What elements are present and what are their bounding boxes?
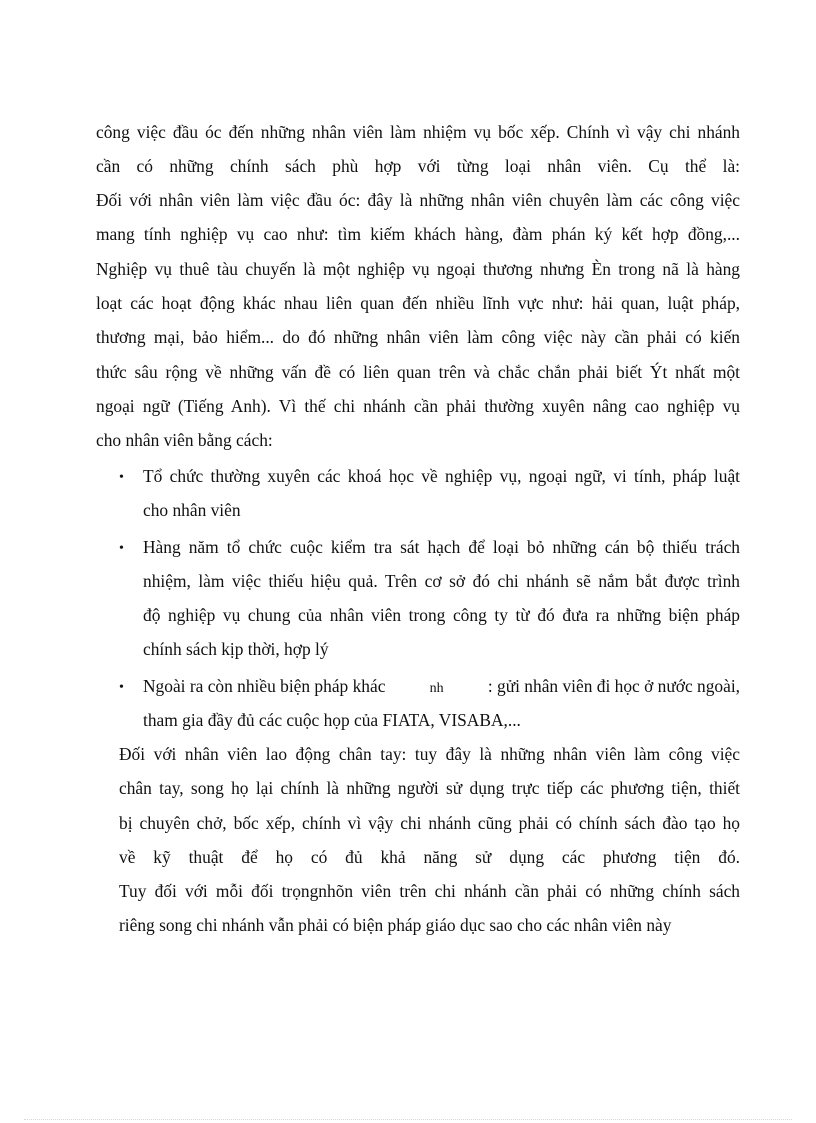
paragraph-line: chân tay, song họ lại chính là những người sử dụng trực tiếp các phương tiện, thiết bbox=[119, 778, 740, 798]
paragraph-line: cho nhân viên bằng cách: bbox=[96, 430, 273, 450]
paragraph-line: thương mại, bảo hiểm... do đó những nhân viên làm công việc này cần phải có kiến bbox=[96, 327, 740, 347]
paragraph-line: cần có những chính sách phù hợp với từng loại nhân viên. Cụ thể là: bbox=[96, 156, 740, 176]
paragraph-line: bị chuyên chở, bốc xếp, chính vì vậy chi nhánh cũng phải có chính sách đào tạo họ bbox=[119, 813, 740, 833]
paragraph-line: ngoại ngữ (Tiếng Anh). Vì thế chi nhánh cần phải thường xuyên nâng cao nghiệp vụ bbox=[96, 396, 740, 416]
paragraph-line: Nghiệp vụ thuê tàu chuyến là một nghiệp vụ ngoại thương nhưng Èn trong nã là hàng bbox=[96, 259, 740, 279]
paragraph-line: về kỹ thuật để họ có đủ khả năng sử dụng các phương tiện đó. bbox=[119, 847, 740, 867]
paragraph-line: Tuy đối với mỗi đối trọngnhõn viên trên chi nhánh cần phải có những chính sách bbox=[119, 881, 740, 901]
bullet-marker: • bbox=[119, 470, 124, 485]
bullet-item-line: độ nghiệp vụ chung của nhân viên trong công ty từ đó đưa ra những biện pháp bbox=[143, 605, 740, 625]
paragraph-line: thức sâu rộng về những vấn đề có liên quan trên và chắc chắn phải biết Ýt nhất một bbox=[96, 362, 740, 382]
bullet-item-line: Tổ chức thường xuyên các khoá học về nghiệp vụ, ngoại ngữ, vi tính, pháp luật bbox=[143, 466, 740, 486]
bullet-marker: • bbox=[119, 680, 124, 695]
paragraph-line: loạt các hoạt động khác nhau liên quan đến nhiều lĩnh vực như: hải quan, luật pháp, bbox=[96, 293, 740, 313]
paragraph-line: công việc đầu óc đến những nhân viên làm nhiệm vụ bốc xếp. Chính vì vậy chi nhánh bbox=[96, 122, 740, 142]
bullet-item-line: cho nhân viên bbox=[143, 500, 241, 520]
page-bottom-divider bbox=[24, 1119, 792, 1120]
bullet-text-before: Ngoài ra còn nhiều biện pháp khác bbox=[143, 676, 386, 696]
bullet-item-line: chính sách kịp thời, hợp lý bbox=[143, 639, 329, 659]
paragraph-line: Đối với nhân viên lao động chân tay: tuy đây là những nhân viên làm công việc bbox=[119, 744, 740, 764]
paragraph-line: riêng song chi nhánh vẫn phải có biện pháp giáo dục sao cho các nhân viên này bbox=[119, 915, 672, 935]
bullet-item-line bbox=[143, 676, 740, 697]
paragraph-line: mang tính nghiệp vụ cao như: tìm kiếm khách hàng, đàm phán ký kết hợp đồng,... bbox=[96, 224, 740, 244]
paragraph-line: Đối với nhân viên làm việc đầu óc: đây là những nhân viên chuyên làm các công việc bbox=[96, 190, 740, 210]
bullet-item-line: nhiệm, làm việc thiếu hiệu quả. Trên cơ sở đó chi nhánh sẽ nắm bắt được trình bbox=[143, 571, 740, 591]
bullet-text-after: : gửi nhân viên đi học ở nước ngoài, bbox=[487, 676, 740, 696]
bullet-marker: • bbox=[119, 541, 124, 556]
bullet-item-line: Hàng năm tổ chức cuộc kiểm tra sát hạch để loại bỏ những cán bộ thiếu trách bbox=[143, 537, 740, 557]
bullet-item-line: tham gia đầy đủ các cuộc họp của FIATA, VISABA,... bbox=[143, 710, 521, 730]
subscript-text: nh bbox=[429, 681, 444, 696]
